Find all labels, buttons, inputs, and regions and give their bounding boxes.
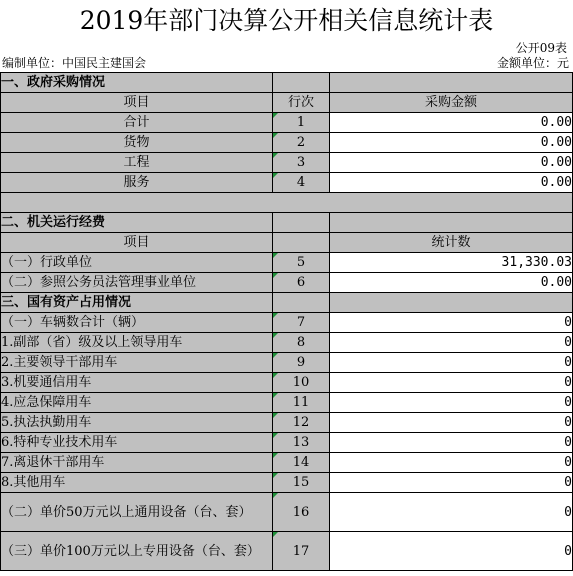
table-row <box>1 493 573 532</box>
row-label: 7.离退休干部用车 <box>1 453 273 473</box>
row-number: 1 <box>273 113 330 133</box>
table-row <box>1 133 573 153</box>
row-value[interactable]: 0.00 <box>330 113 573 133</box>
row-value[interactable]: 0 <box>330 532 573 571</box>
row-value[interactable]: 0 <box>330 413 573 433</box>
row-label: （三）单价100万元以上专用设备（台、套） <box>1 532 273 571</box>
cell-marker-icon <box>273 413 278 418</box>
row-value[interactable]: 0.00 <box>330 273 573 293</box>
row-value[interactable]: 0 <box>330 393 573 413</box>
table-row <box>1 253 573 273</box>
column-header-amount: 采购金额 <box>330 93 573 113</box>
column-header-row-no <box>273 233 330 253</box>
section-heading-procurement: 一、政府采购情况 <box>1 73 273 93</box>
row-value[interactable]: 0 <box>330 493 573 532</box>
spacer-row <box>1 193 573 213</box>
row-value[interactable]: 31,330.03 <box>330 253 573 273</box>
cell-marker-icon <box>273 333 278 338</box>
spacer-cell <box>1 193 573 213</box>
table-row <box>1 173 573 193</box>
cell-marker-icon <box>273 153 278 158</box>
row-number: 14 <box>273 453 330 473</box>
table-row <box>1 453 573 473</box>
section-heading-filler <box>273 73 330 93</box>
row-label: 4.应急保障用车 <box>1 393 273 413</box>
section-heading-row <box>1 213 573 233</box>
row-number: 2 <box>273 133 330 153</box>
row-number: 13 <box>273 433 330 453</box>
row-label: （二）单价50万元以上通用设备（台、套） <box>1 493 273 532</box>
cell-marker-icon <box>273 173 278 178</box>
column-header-row <box>1 233 573 253</box>
row-label: 8.其他用车 <box>1 473 273 493</box>
section-heading-filler <box>330 213 573 233</box>
row-number: 6 <box>273 273 330 293</box>
row-number: 8 <box>273 333 330 353</box>
section-heading-filler <box>330 73 573 93</box>
table-row <box>1 313 573 333</box>
row-label: 5.执法执勤用车 <box>1 413 273 433</box>
table-row <box>1 353 573 373</box>
row-number: 5 <box>273 253 330 273</box>
row-value[interactable]: 0 <box>330 453 573 473</box>
row-value[interactable]: 0 <box>330 313 573 333</box>
form-number: 公开09表 <box>515 41 567 55</box>
prepared-by: 编制单位：中国民主建国会 <box>2 56 147 70</box>
row-value[interactable]: 0.00 <box>330 133 573 153</box>
cell-marker-icon <box>273 532 278 537</box>
row-label: 服务 <box>1 173 273 193</box>
row-label: 6.特种专业技术用车 <box>1 433 273 453</box>
section-heading-filler <box>273 213 330 233</box>
table-row <box>1 473 573 493</box>
row-label: 合计 <box>1 113 273 133</box>
column-header-count: 统计数 <box>330 233 573 253</box>
row-value[interactable]: 0 <box>330 333 573 353</box>
cell-marker-icon <box>273 493 278 498</box>
row-number: 16 <box>273 493 330 532</box>
amount-unit: 金额单位：元 <box>496 56 569 70</box>
column-header-item: 项目 <box>1 93 273 113</box>
table-row <box>1 413 573 433</box>
cell-marker-icon <box>273 133 278 138</box>
table-row <box>1 153 573 173</box>
section-heading-row <box>1 73 573 93</box>
cell-marker-icon <box>273 473 278 478</box>
report-title: 2019年部门决算公开相关信息统计表 <box>79 6 494 35</box>
column-header-row <box>1 93 573 113</box>
row-value[interactable]: 0 <box>330 353 573 373</box>
cell-marker-icon <box>273 313 278 318</box>
section-heading-state-assets: 三、国有资产占用情况 <box>1 293 273 313</box>
column-header-row-no: 行次 <box>273 93 330 113</box>
column-header-item: 项目 <box>1 233 273 253</box>
row-number: 17 <box>273 532 330 571</box>
row-number: 3 <box>273 153 330 173</box>
table-row <box>1 113 573 133</box>
row-value[interactable]: 0.00 <box>330 153 573 173</box>
cell-marker-icon <box>273 253 278 258</box>
table-row <box>1 273 573 293</box>
row-label: （一）车辆数合计（辆） <box>1 313 273 333</box>
row-number: 9 <box>273 353 330 373</box>
section-heading-filler <box>273 293 330 313</box>
row-number: 7 <box>273 313 330 333</box>
row-label: （一）行政单位 <box>1 253 273 273</box>
cell-marker-icon <box>273 353 278 358</box>
row-value[interactable]: 0 <box>330 373 573 393</box>
row-label: 1.副部（省）级及以上领导用车 <box>1 333 273 353</box>
table-row <box>1 373 573 393</box>
row-number: 10 <box>273 373 330 393</box>
row-label: 2.主要领导干部用车 <box>1 353 273 373</box>
row-number: 4 <box>273 173 330 193</box>
row-label: （二）参照公务员法管理事业单位 <box>1 273 273 293</box>
table-row <box>1 393 573 413</box>
section-heading-operating-costs: 二、机关运行经费 <box>1 213 273 233</box>
cell-marker-icon <box>273 373 278 378</box>
row-value[interactable]: 0 <box>330 473 573 493</box>
row-number: 15 <box>273 473 330 493</box>
table-row <box>1 532 573 571</box>
section-heading-row <box>1 293 573 313</box>
row-value[interactable]: 0 <box>330 433 573 453</box>
cell-marker-icon <box>273 113 278 118</box>
cell-marker-icon <box>273 433 278 438</box>
cell-marker-icon <box>273 453 278 458</box>
row-number: 12 <box>273 413 330 433</box>
row-label: 货物 <box>1 133 273 153</box>
row-value[interactable]: 0.00 <box>330 173 573 193</box>
cell-marker-icon <box>273 393 278 398</box>
row-number: 11 <box>273 393 330 413</box>
table-row <box>1 433 573 453</box>
row-label: 3.机要通信用车 <box>1 373 273 393</box>
section-heading-filler <box>330 293 573 313</box>
row-label: 工程 <box>1 153 273 173</box>
cell-marker-icon <box>273 273 278 278</box>
statistics-table <box>0 72 573 571</box>
table-row <box>1 333 573 353</box>
